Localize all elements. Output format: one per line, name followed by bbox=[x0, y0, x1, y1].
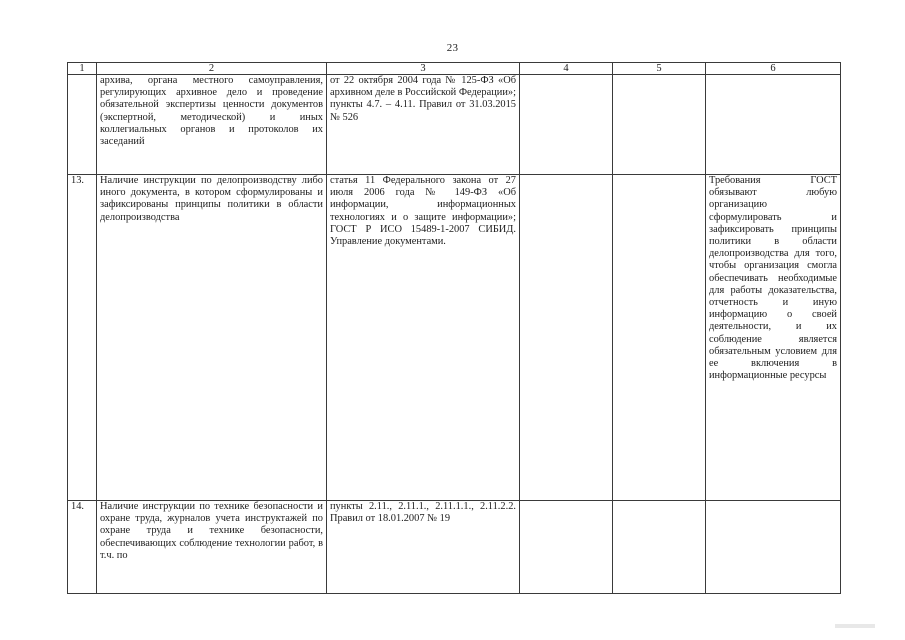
cell-col4 bbox=[520, 501, 613, 594]
cell-col5 bbox=[613, 501, 706, 594]
cell-col5 bbox=[613, 75, 706, 175]
scan-edge-mark bbox=[835, 624, 875, 628]
header-cell-1: 1 bbox=[68, 63, 97, 75]
table-header-row bbox=[68, 63, 841, 75]
table-row bbox=[68, 175, 841, 501]
row-number bbox=[68, 75, 97, 175]
cell-col5 bbox=[613, 175, 706, 501]
header-cell-5: 5 bbox=[613, 63, 706, 75]
header-cell-3: 3 bbox=[327, 63, 520, 75]
row-number: 13. bbox=[68, 175, 97, 501]
note-text: Требования ГОСТ обязывают любую организацию сформулировать и зафиксировать принципы политики в области делопроизводства для того, чтобы организация смогла обеспечивать необходимые для работы доказательства, отчетность и иную информацию о своей деятельности, и их соблюдение является обязательным условием для ее включения в информационные ресурсы bbox=[706, 175, 841, 501]
requirements-table bbox=[67, 62, 841, 594]
legal-basis-text: пункты 2.11., 2.11.1., 2.11.1.1., 2.11.2.2. Правил от 18.01.2007 № 19 bbox=[327, 501, 520, 594]
note-text bbox=[706, 501, 841, 594]
table-row bbox=[68, 75, 841, 175]
table-row bbox=[68, 501, 841, 594]
legal-basis-text: статья 11 Федерального закона от 27 июля 2006 года № 149-ФЗ «Об информации, информационных технологиях и о защите информации»; ГОСТ Р ИСО 15489-1-2007 СИБИД. Управление документами. bbox=[327, 175, 520, 501]
row-number: 14. bbox=[68, 501, 97, 594]
requirement-text: архива, органа местного самоуправления, регулирующих архивное дело и проведение обязательной экспертизы ценности документов (экспертной, методической) и иных коллегиальных органов и протоколов их заседаний bbox=[97, 75, 327, 175]
page-number: 23 bbox=[446, 42, 459, 54]
cell-col4 bbox=[520, 175, 613, 501]
header-cell-6: 6 bbox=[706, 63, 841, 75]
legal-basis-text: от 22 октября 2004 года № 125-ФЗ «Об архивном деле в Российской Федерации»; пункты 4.7. – 4.11. Правил от 31.03.2015 № 526 bbox=[327, 75, 520, 175]
header-cell-2: 2 bbox=[97, 63, 327, 75]
header-cell-4: 4 bbox=[520, 63, 613, 75]
note-text bbox=[706, 75, 841, 175]
requirement-text: Наличие инструкции по технике безопасности и охране труда, журналов учета инструктажей по охране труда и технике безопасности, обеспечивающих соблюдение технологии работ, в т.ч. по bbox=[97, 501, 327, 594]
requirement-text: Наличие инструкции по делопроизводству либо иного документа, в котором сформулированы и зафиксированы принципы политики в области делопроизводства bbox=[97, 175, 327, 501]
cell-col4 bbox=[520, 75, 613, 175]
